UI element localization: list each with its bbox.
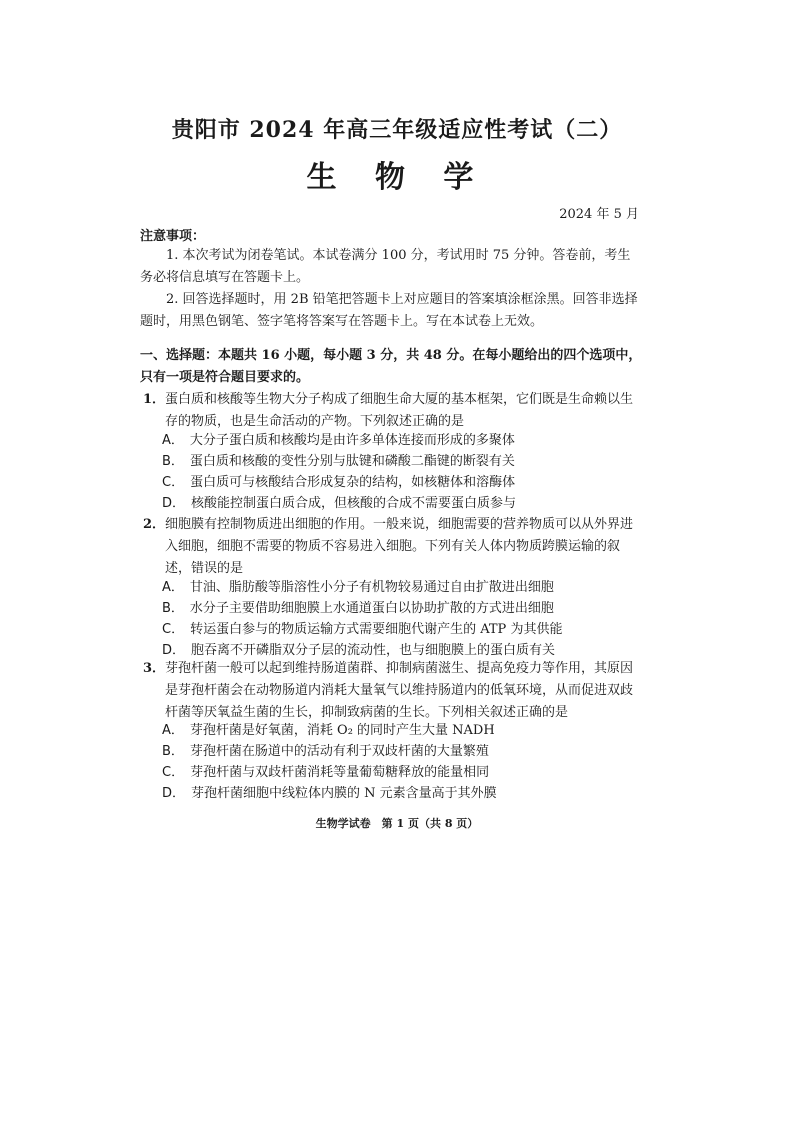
- question-3-stem: [143, 658, 643, 724]
- subject-title: 生 物 学: [306, 160, 488, 195]
- question-1-option-c: [162, 472, 515, 494]
- question-text: 细胞膜有控制物质进出细胞的作用。一般来说，细胞需要的营养物质可以从外界进入细胞，细胞不需要的物质不容易进入细胞。下列有关人体内物质跨膜运输的叙述，错误的是: [165, 517, 634, 576]
- option-letter: A．: [162, 723, 184, 738]
- option-text: 水分子主要借助细胞膜上水通道蛋白以协助扩散的方式进出细胞: [189, 601, 554, 616]
- notice-item-2: 2. 回答选择题时，用 2B 铅笔把答题卡上对应题目的答案填涂框涂黑。回答非选择题时，用黑色钢笔、签字笔将答案写在答题卡上。写在本试卷上无效。: [140, 292, 638, 329]
- question-2-option-c: [162, 619, 562, 641]
- question-2-option-a: [162, 577, 554, 599]
- section-heading: 一、选择题：本题共 16 小题，每小题 3 分，共 48 分。在每小题给出的四个选项中，只有一项是符合题目要求的。: [140, 348, 642, 385]
- option-text: 转运蛋白参与的物质运输方式需要细胞代谢产生的 ATP 为其供能: [190, 622, 563, 637]
- exam-date: 2024 年 5 月: [559, 207, 639, 222]
- notice-item-1: 1. 本次考试为闭卷笔试。本试卷满分 100 分，考试用时 75 分钟。答卷前，考生务必将信息填写在答题卡上。: [140, 248, 631, 285]
- question-1-option-a: [162, 430, 515, 452]
- option-text: 芽孢杆菌是好氧菌，消耗 O₂ 的同时产生大量 NADH: [189, 723, 495, 738]
- option-letter: D．: [162, 786, 186, 801]
- question-3-option-c: [162, 762, 489, 784]
- question-3-option-a: [162, 720, 495, 742]
- question-number: 2．: [143, 517, 166, 532]
- notice-heading: 注意事项：: [140, 229, 206, 244]
- question-3-option-b: [162, 741, 489, 763]
- question-1-stem: [143, 389, 643, 433]
- option-letter: B．: [162, 454, 184, 469]
- option-text: 芽孢杆菌细胞中线粒体内膜的 N 元素含量高于其外膜: [191, 786, 497, 801]
- option-text: 蛋白质和核酸的变性分别与肽键和磷酸二酯键的断裂有关: [189, 454, 515, 469]
- option-letter: C．: [162, 475, 185, 490]
- option-text: 胞吞离不开磷脂双分子层的流动性，也与细胞膜上的蛋白质有关: [191, 643, 556, 658]
- exam-title: 贵阳市 2024 年高三年级适应性考试（二）: [171, 117, 623, 143]
- option-letter: B．: [162, 744, 184, 759]
- option-text: 芽孢杆菌在肠道中的活动有利于双歧杆菌的大量繁殖: [189, 744, 489, 759]
- question-text: 芽孢杆菌一般可以起到维持肠道菌群、抑制病菌滋生、提高免疫力等作用，其原因是芽孢杆菌会在动物肠道内消耗大量氧气以维持肠道内的低氧环境，从而促进双歧杆菌等厌氧益生菌的生长，抑制致病菌的生长。下列相关叙述正确的是: [165, 661, 634, 720]
- question-2: [143, 514, 643, 580]
- question-1: [143, 389, 643, 433]
- option-letter: C．: [162, 765, 185, 780]
- question-number: 3．: [143, 661, 166, 676]
- option-text: 芽孢杆菌与双歧杆菌消耗等量葡萄糖释放的能量相同: [190, 765, 490, 780]
- question-2-stem: [143, 514, 643, 580]
- option-letter: A．: [162, 433, 184, 448]
- page-footer: 生物学试卷 第 1 页（共 8 页）: [315, 817, 479, 830]
- option-letter: B．: [162, 601, 184, 616]
- option-letter: C．: [162, 622, 185, 637]
- question-3-option-d: [162, 783, 497, 805]
- option-text: 核酸能控制蛋白质合成，但核酸的合成不需要蛋白质参与: [191, 496, 517, 511]
- question-3: [143, 658, 643, 724]
- option-text: 甘油、脂肪酸等脂溶性小分子有机物较易通过自由扩散进出细胞: [189, 580, 554, 595]
- option-letter: A．: [162, 580, 184, 595]
- question-text: 蛋白质和核酸等生物大分子构成了细胞生命大厦的基本框架，它们既是生命赖以生存的物质，也是生命活动的产物。下列叙述正确的是: [165, 392, 634, 429]
- option-text: 蛋白质可与核酸结合形成复杂的结构，如核糖体和溶酶体: [190, 475, 516, 490]
- question-2-option-b: [162, 598, 554, 620]
- question-number: 1．: [143, 392, 166, 407]
- option-letter: D．: [162, 496, 186, 511]
- option-text: 大分子蛋白质和核酸均是由许多单体连接而形成的多聚体: [189, 433, 515, 448]
- question-1-option-b: [162, 451, 515, 473]
- option-letter: D．: [162, 643, 186, 658]
- question-1-option-d: [162, 493, 516, 515]
